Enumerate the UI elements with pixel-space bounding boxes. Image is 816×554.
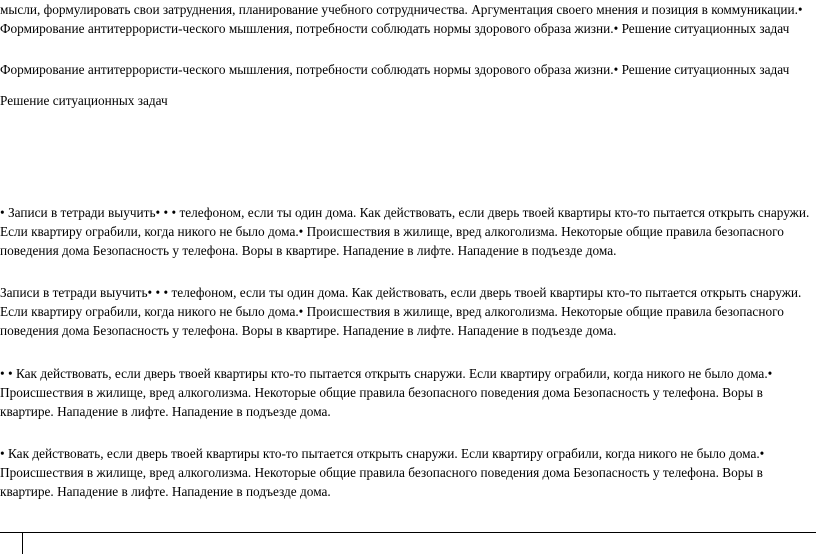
text-block-notes-4: • Как действовать, если дверь твоей квартиры кто-то пытается открыть снаружи. Если квартиру ограбили, когда никого не было дома.• Происшествия в жилище, вред алкоголизма. Некоторые общие правила безопасного поведения дома Безопасность у телефона. Воры в квартире. Нападение в лифте. Нападение в подъезде дома.	[0, 446, 765, 499]
text-block-notes-3: • • Как действовать, если дверь твоей квартиры кто-то пытается открыть снаружи. Если квартиру ограбили, когда никого не было дома.• Происшествия в жилище, вред алкоголизма. Некоторые общие правила безопасного поведения дома Безопасность у телефона. Воры в квартире. Нападение в лифте. Нападение в подъезде дома.	[0, 366, 773, 419]
text-block-goals: мысли, формулировать свои затруднения, планирование учебного сотрудничества. Аргументация своего мнения и позиция в коммуникации.• Формирование антитеррористи-ческого мышления, потребности соблюдать нормы здорового образа жизни.• Решение ситуационных задач	[0, 2, 803, 36]
text-block-situational-tasks: Решение ситуационных задач	[0, 93, 168, 108]
bottom-cell-border	[22, 532, 23, 554]
text-block-notes-1: • Записи в тетради выучить• • • телефоном, если ты один дома. Как действовать, если дверь твоей квартиры кто-то пытается открыть снаружи. Если квартиру ограбили, когда никого не было дома.• Происшествия в жилище, вред алкоголизма. Некоторые общие правила безопасного поведения дома Безопасность у телефона. Воры в квартире. Нападение в лифте. Нападение в подъезде дома.	[0, 205, 810, 258]
bottom-divider	[0, 532, 816, 533]
text-block-antiterror: Формирование антитеррористи-ческого мышления, потребности соблюдать нормы здорового образа жизни.• Решение ситуационных задач	[0, 62, 790, 77]
text-block-notes-2: Записи в тетради выучить• • • телефоном, если ты один дома. Как действовать, если дверь твоей квартиры кто-то пытается открыть снаружи. Если квартиру ограбили, когда никого не было дома.• Происшествия в жилище, вред алкоголизма. Некоторые общие правила безопасного поведения дома Безопасность у телефона. Воры в квартире. Нападение в лифте. Нападение в подъезде дома.	[0, 285, 802, 338]
